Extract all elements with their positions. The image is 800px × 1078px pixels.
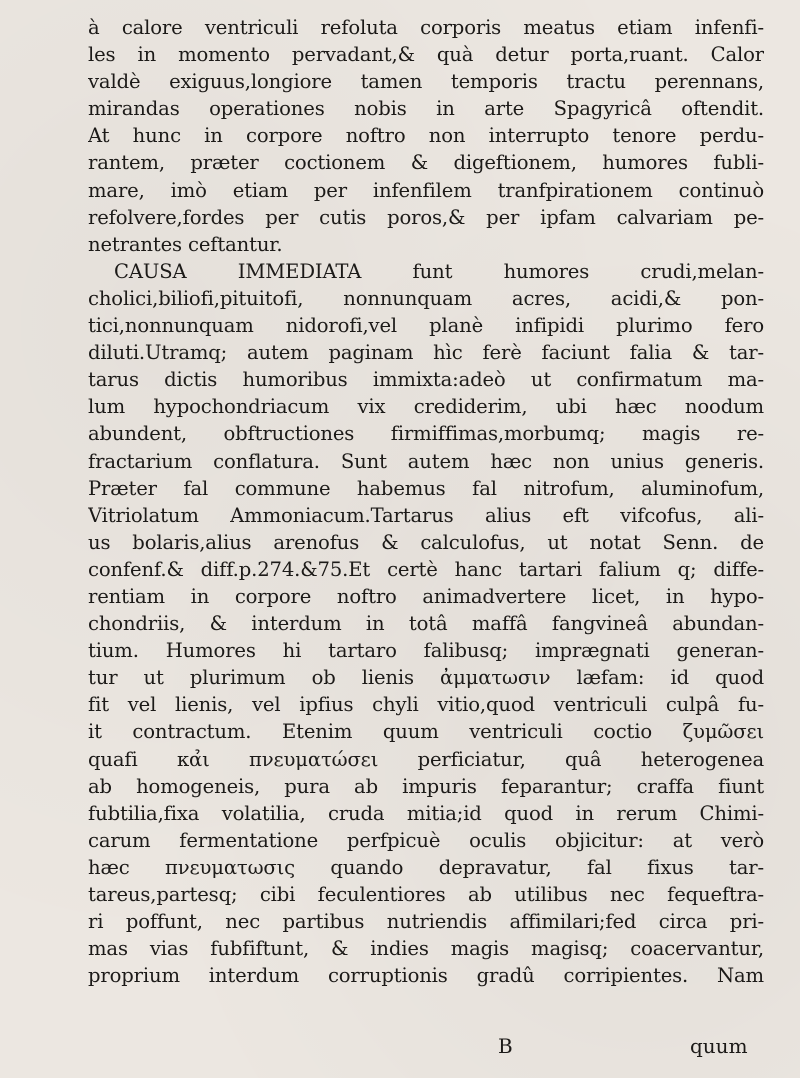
- text-line: mas vias fubfiftunt, & indies magis magisq; coacervantur,: [88, 937, 764, 961]
- text-line: tarus dictis humoribus immixta:adeò ut confirmatum ma-: [88, 368, 764, 392]
- text-line: us bolaris,alius arenofus & calculofus, ut notat Senn. de: [88, 530, 764, 554]
- text-line: rentiam in corpore noftro animadvertere licet, in hypo-: [88, 584, 764, 608]
- text-line: diluti.Utramq; autem paginam hìc ferè faciunt falia & tar-: [88, 341, 764, 365]
- text-line: rantem, præter coctionem & digeftionem, humores fubli-: [88, 151, 764, 175]
- text-line: valdè exiguus,longiore tamen temporis tractu perennans,: [88, 70, 764, 94]
- text-line: tur ut plurimum ob lienis ἀμματωσιν læfam: id quod: [88, 666, 764, 690]
- text-line: fractarium conflatura. Sunt autem hæc non unius generis.: [88, 449, 764, 473]
- text-line: tareus,partesq; cibi feculentiores ab utilibus nec fequeftra-: [88, 883, 764, 906]
- signature-mark: B: [498, 1034, 513, 1058]
- body-text: [88, 14, 764, 989]
- text-line: At hunc in corpore noftro non interrupto tenore perdu-: [88, 124, 764, 148]
- text-line: Vitriolatum Ammoniacum.Tartarus alius eft vifcofus, ali-: [88, 503, 764, 527]
- text-line: fubtilia,fixa volatilia, cruda mitia;id quod in rerum Chimi-: [88, 801, 764, 825]
- text-line: Præter fal commune habemus fal nitrofum, aluminofum,: [88, 476, 764, 500]
- text-line: hæc πνευματωσις quando depravatur, fal fixus tar-: [88, 855, 764, 879]
- text-line: lum hypochondriacum vix crediderim, ubi hæc noodum: [88, 395, 764, 419]
- text-line: it contractum. Etenim quum ventriculi coctio ζυμῶσει: [88, 720, 764, 744]
- text-line: carum fermentatione perfpicuè oculis objicitur: at verò: [88, 828, 764, 852]
- text-line: tium. Humores hi tartaro falibusq; imprægnati generan-: [88, 639, 764, 663]
- text-line: refolvere,fordes per cutis poros,& per ipfam calvariam pe-: [88, 205, 764, 229]
- catchword: quum: [690, 1034, 748, 1058]
- text-line: abundent, obftructiones firmiffimas,morbumq; magis re-: [88, 422, 764, 446]
- text-line: cholici,biliofi,pituitofi, nonnunquam acres, acidi,& pon-: [88, 286, 764, 310]
- text-line: chondriis, & interdum in totâ maffâ fangvineâ abundan-: [88, 612, 764, 636]
- section-heading-line: CAUSA IMMEDIATA funt humores crudi,melan-: [114, 259, 764, 283]
- text-line: netrantes ceftantur.: [88, 232, 283, 256]
- text-line: mare, imò etiam per infenfilem tranfpirationem continuò: [88, 178, 764, 202]
- text-line: les in momento pervadant,& quà detur porta,ruant. Calor: [88, 43, 764, 67]
- text-line: proprium interdum corruptionis gradû corripientes. Nam: [88, 964, 764, 988]
- text-line: quafi κα̉ι πνευματώσει perficiatur, quâ heterogenea: [88, 747, 764, 771]
- text-line: confenf.& diff.p.274.&75.Et certè hanc tartari falium q; diffe-: [88, 557, 764, 581]
- text-line: fit vel lienis, vel ipfius chyli vitio,quod ventriculi culpâ fu-: [88, 693, 764, 717]
- text-line: ri poffunt, nec partibus nutriendis affimilari;fed circa pri-: [88, 910, 764, 934]
- text-line: ab homogeneis, pura ab impuris feparantur; craffa fiunt: [88, 774, 764, 798]
- text-line: mirandas operationes nobis in arte Spagyricâ oftendit.: [88, 97, 764, 121]
- text-line: tici,nonnunquam nidorofi,vel planè infipidi plurimo fero: [88, 314, 764, 338]
- text-line: à calore ventriculi refoluta corporis meatus etiam infenfi-: [88, 16, 764, 39]
